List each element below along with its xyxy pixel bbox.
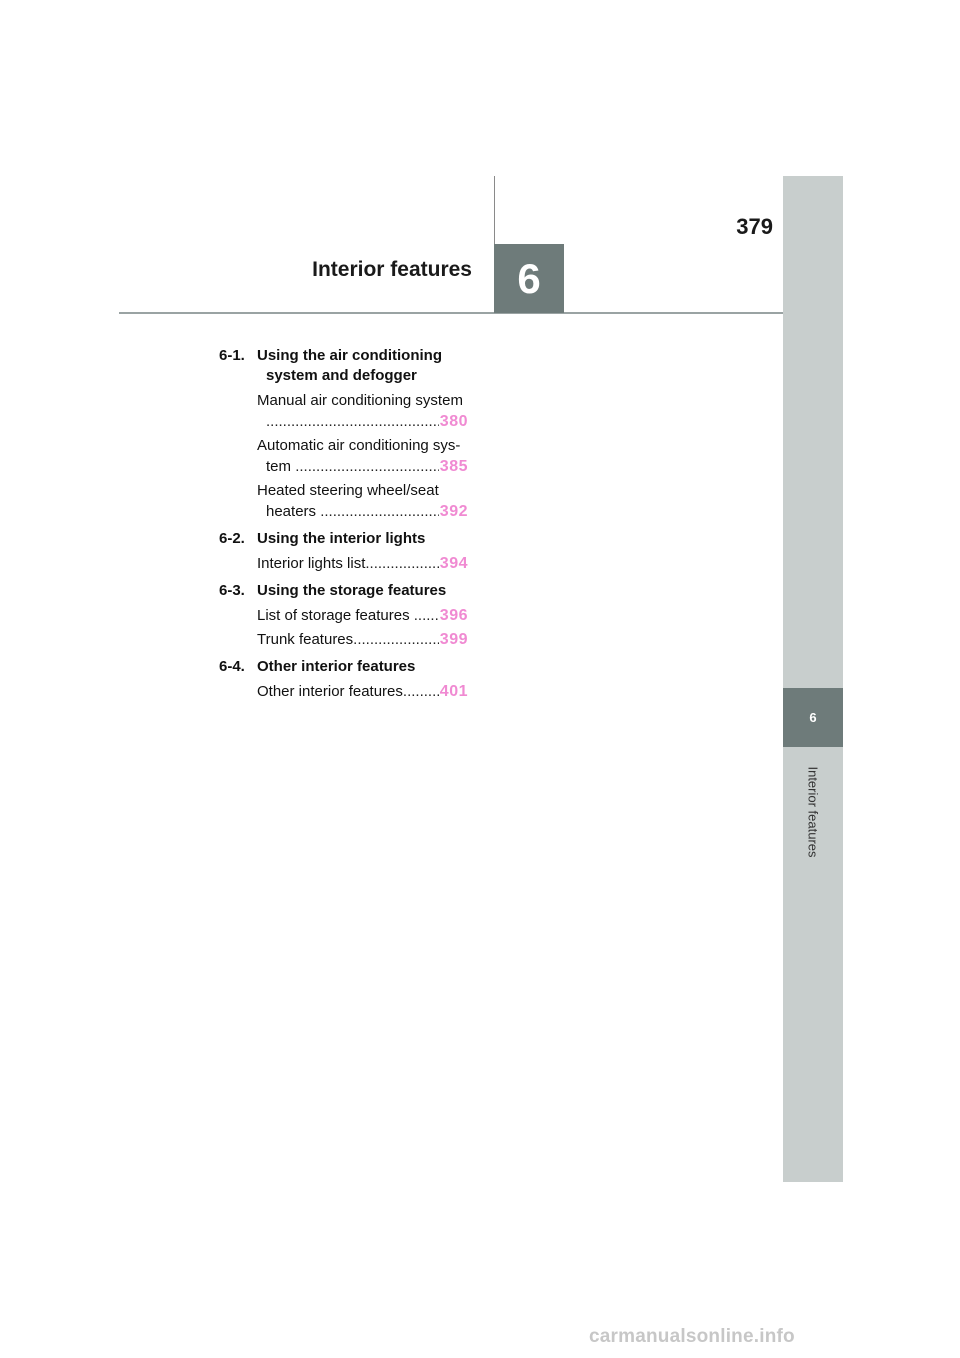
side-tab <box>783 176 843 1182</box>
toc-entry[interactable] <box>257 553 468 574</box>
page-link[interactable]: 399 <box>439 631 468 648</box>
toc-entry[interactable] <box>257 605 468 626</box>
dot-leader <box>320 501 439 522</box>
toc-entry[interactable] <box>257 681 468 702</box>
entry-text: Heated steering wheel/seat <box>257 482 439 499</box>
toc-section-6-1 <box>219 346 468 386</box>
section-number: 6-3. <box>219 582 245 599</box>
page-link[interactable]: 385 <box>439 458 468 475</box>
side-tab-chapter-number[interactable]: 6 <box>783 688 843 747</box>
header-horizontal-rule <box>119 312 783 314</box>
page-number: 379 <box>736 214 773 239</box>
dot-leader <box>414 605 439 626</box>
chapter-title: Interior features <box>312 258 472 281</box>
side-tab-label: Interior features <box>805 766 821 858</box>
dot-leader <box>266 411 439 432</box>
dot-leader <box>295 456 439 477</box>
section-title: Other interior features <box>257 658 416 675</box>
chapter-number-box: 6 <box>494 244 564 313</box>
page-link[interactable]: 394 <box>439 555 468 572</box>
entry-text: Manual air conditioning system <box>257 392 463 409</box>
section-title-line2: system and defogger <box>266 367 417 384</box>
section-title: Using the interior lights <box>257 530 426 547</box>
table-of-contents <box>219 346 468 705</box>
entry-text: List of storage features <box>257 607 414 624</box>
toc-section-6-2 <box>219 529 468 549</box>
toc-entry[interactable] <box>257 390 468 432</box>
page-link[interactable]: 380 <box>439 413 468 430</box>
dot-leader <box>403 681 439 702</box>
header-vertical-rule <box>494 176 495 245</box>
toc-entry[interactable] <box>257 629 468 650</box>
page-link[interactable]: 401 <box>439 683 468 700</box>
entry-text-cont: tem <box>266 458 296 475</box>
toc-section-6-3 <box>219 581 468 601</box>
dot-leader <box>353 629 439 650</box>
entry-text: Automatic air conditioning sys- <box>257 437 461 454</box>
watermark: carmanualsonline.info <box>589 1326 795 1347</box>
toc-section-6-4 <box>219 657 468 677</box>
toc-entry[interactable] <box>257 480 468 522</box>
page-link[interactable]: 396 <box>439 607 468 624</box>
section-title <box>257 346 468 386</box>
dot-leader <box>365 553 438 574</box>
toc-entry[interactable] <box>257 435 468 477</box>
entry-text: Interior lights list <box>257 555 366 572</box>
entry-text: Trunk features <box>257 631 354 648</box>
page-link[interactable]: 392 <box>439 503 468 520</box>
entry-text-cont: heaters <box>266 503 321 520</box>
section-title-line1: Using the air conditioning <box>257 347 442 364</box>
section-number: 6-4. <box>219 658 245 675</box>
section-number: 6-2. <box>219 530 245 547</box>
section-title: Using the storage features <box>257 582 447 599</box>
section-number: 6-1. <box>219 347 245 364</box>
entry-text: Other interior features <box>257 683 403 700</box>
